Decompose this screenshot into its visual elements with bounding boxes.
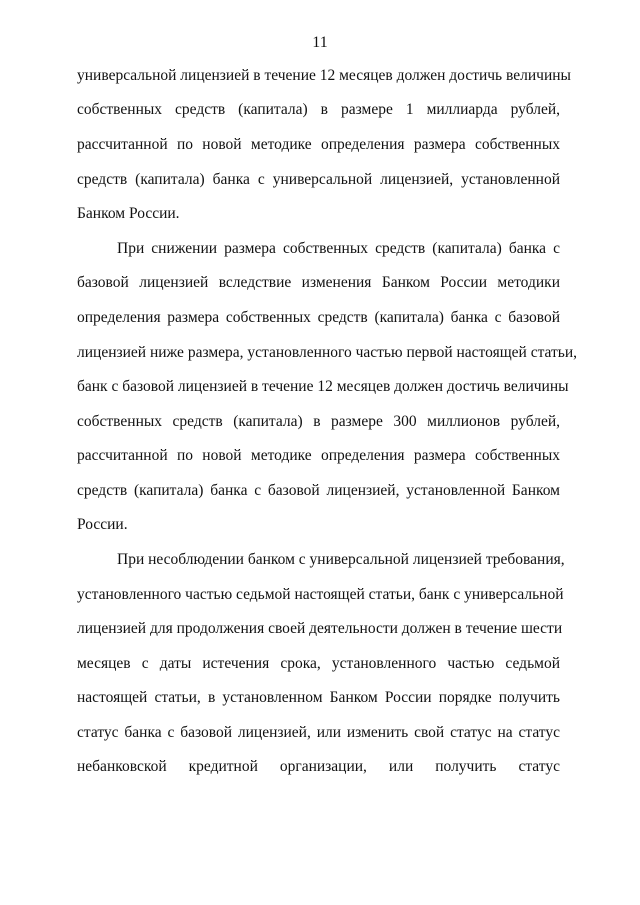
text-line: небанковской кредитной организации, или получить статус [77, 758, 560, 775]
text-line: средств (капитала) банка с базовой лицензией, установленной Банком [77, 482, 560, 499]
text-line: банк с базовой лицензией в течение 12 месяцев должен достичь величины [77, 378, 569, 395]
text-line: собственных средств (капитала) в размере 1 миллиарда рублей, [77, 101, 560, 118]
text-line: определения размера собственных средств (капитала) банка с базовой [77, 309, 560, 326]
text-line: рассчитанной по новой методике определения размера собственных [77, 447, 560, 464]
text-line: статус банка с базовой лицензией, или изменить свой статус на статус [77, 724, 560, 741]
text-line: установленного частью седьмой настоящей статьи, банк с универсальной [77, 586, 564, 603]
text-line: настоящей статьи, в установленном Банком России порядке получить [77, 689, 560, 706]
text-line: При снижении размера собственных средств (капитала) банка с [117, 240, 560, 257]
text-line: месяцев с даты истечения срока, установленного частью седьмой [77, 655, 560, 672]
page-number: 11 [312, 34, 328, 51]
text-line: средств (капитала) банка с универсальной лицензией, установленной [77, 171, 560, 188]
text-line: собственных средств (капитала) в размере 300 миллионов рублей, [77, 413, 560, 430]
text-line: лицензией для продолжения своей деятельности должен в течение шести [77, 620, 563, 637]
text-line: При несоблюдении банком с универсальной лицензией требования, [117, 551, 565, 568]
text-line: России. [77, 516, 128, 533]
text-line: лицензией ниже размера, установленного частью первой настоящей статьи, [77, 344, 578, 361]
text-line: базовой лицензией вследствие изменения Банком России методики [77, 274, 560, 291]
text-line: рассчитанной по новой методике определения размера собственных [77, 136, 560, 153]
text-line: универсальной лицензией в течение 12 месяцев должен достичь величины [77, 67, 571, 84]
text-line: Банком России. [77, 205, 180, 222]
